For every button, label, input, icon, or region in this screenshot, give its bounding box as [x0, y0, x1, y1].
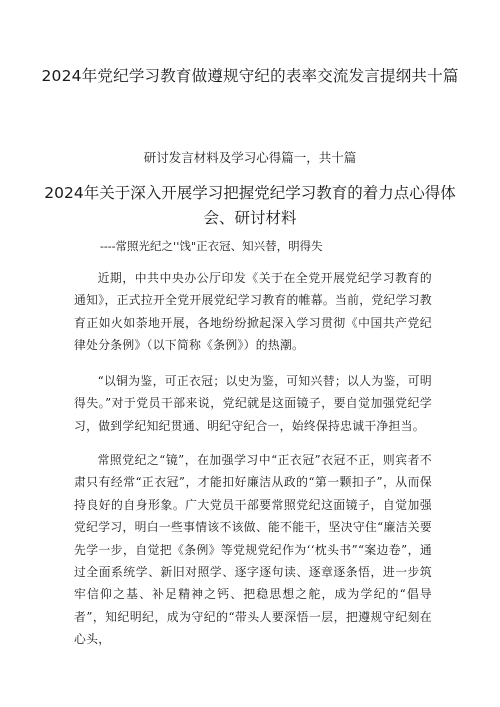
document-title: 2024年党纪学习教育做遵规守纪的表率交流发言提纲共十篇: [41, 67, 459, 85]
document-subtitle: 研讨发言材料及学习心得篇一，共十篇: [143, 150, 357, 165]
body-paragraph-1: 近期，中共中央办公厅印发《关于在全党开展党纪学习教育的通知》，正式拉开全党开展党纪学习教育的帷幕。当前，党纪学习教育正如火如荼地开展，各地纷纷掀起深入学习贯彻《中国共产党纪律处分条例》（以下简称《条例》）的热潮。: [74, 271, 432, 353]
article-title: 2024年关于深入开展学习把握党纪学习教育的着力点心得体会、研讨材料: [44, 184, 456, 227]
article-byline: ----常照光纪之''饯"正衣冠、知兴替，明得失: [100, 239, 323, 253]
body-paragraph-2: “以铜为鉴，可正衣冠；以史为鉴，可知兴替；以人为鉴，可明得失。”对于党员干部来说，党纪就是这面镜子，要自觉加强党纪学习，做到学纪知纪贯通、明纪守纪合一，始终保持忠诚干净担当。: [74, 374, 432, 433]
body-paragraph-3: 常照党纪之“镜”，在加强学习中“正衣冠”衣冠不正，则宾者不肃只有经常“正衣冠”，才能扣好廉洁从政的“第一颗扣子”，从而保持良好的自身形象。广大党员干部要常照党纪这面镜子，自觉加强党纪学习，明白一些事情该不该做、能不能干，坚决守住“廉洁关要先学一步，自觉把《条例》等党规党纪作为‘‘枕头书”“案边卷”，通过全面系统学、新旧对照学、逐字逐句读、逐章逐条悟，进一步筑牢信仰之基、补足精神之钙、把稳思想之舵，成为学纪的“倡导者”，知纪明纪，成为守纪的“带头人要深悟一层，把遵规守纪刻在心头，: [74, 453, 432, 647]
